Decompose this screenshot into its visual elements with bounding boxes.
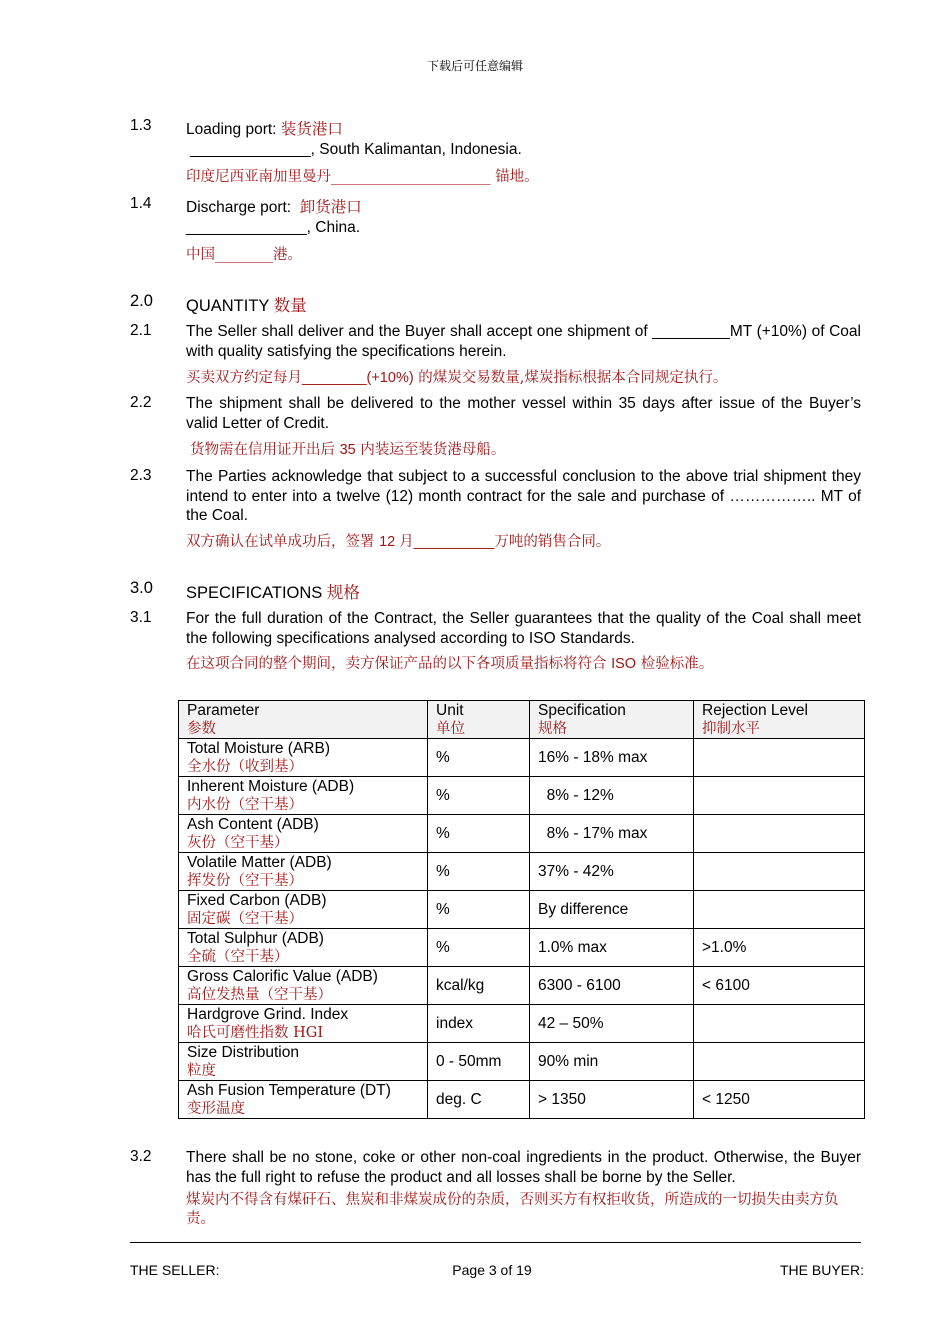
- loading-port-label-en: Loading port:: [186, 121, 277, 138]
- cn-text: 港。: [273, 247, 302, 263]
- specification-cell: 42 – 50%: [530, 1005, 694, 1043]
- specification-cell: 8% - 17% max: [530, 815, 694, 853]
- section-title-en: QUANTITY: [186, 297, 270, 315]
- section-title-cn: 规格: [326, 583, 360, 602]
- cn-text: 双方确认在试单成功后，签署: [186, 534, 380, 550]
- specification-cell: 16% - 18% max: [530, 739, 694, 777]
- clause-2-3-cn: [186, 530, 610, 551]
- cn-number: 35: [339, 442, 356, 458]
- unit-cell: %: [428, 777, 530, 815]
- parameter-cell: [179, 739, 428, 777]
- parameter-cn: 高位发热量（空干基）: [187, 986, 332, 1003]
- parameter-cell: [179, 929, 428, 967]
- table-row: [179, 929, 865, 967]
- discharge-port-line: ______________, China.: [186, 219, 361, 236]
- specification-cell: 1.0% max: [530, 929, 694, 967]
- table-row: [179, 967, 865, 1005]
- page-header: 下载后可任意编辑: [426, 59, 523, 73]
- parameter-cn: 全硫（空干基）: [187, 948, 289, 965]
- parameter-cell: [179, 777, 428, 815]
- unit-cell: %: [428, 853, 530, 891]
- section-title-quantity: [186, 292, 307, 316]
- header-en: Unit: [436, 701, 464, 719]
- unit-cell: kcal/kg: [428, 967, 530, 1005]
- parameter-cn: 灰份（空干基）: [187, 834, 289, 851]
- discharge-port-label: [186, 195, 362, 217]
- header-cn: 参数: [187, 720, 216, 737]
- parameter-cell: [179, 1081, 428, 1119]
- clause-number: 1.3: [130, 117, 152, 134]
- discharge-port-label-cn: 卸货港口: [299, 198, 362, 216]
- clause-2-2-cn: [190, 438, 505, 459]
- parameter-cell: [179, 815, 428, 853]
- parameter-en: Total Moisture (ARB): [187, 739, 330, 757]
- header-cell: [179, 701, 428, 739]
- discharge-port-cn: [186, 243, 302, 264]
- clause-number: 2.2: [130, 394, 152, 411]
- parameter-en: Inherent Moisture (ADB): [187, 777, 355, 795]
- unit-cell: index: [428, 1005, 530, 1043]
- rejection-level-cell: [694, 777, 865, 815]
- footer-seller: THE SELLER:: [130, 1262, 220, 1278]
- cn-text: ISO: [611, 656, 637, 672]
- table-header-row: [179, 701, 865, 739]
- cn-text: 锚地。: [490, 169, 539, 185]
- header-en: Parameter: [187, 701, 260, 719]
- header-cell: [428, 701, 530, 739]
- parameter-en: Ash Fusion Temperature (DT): [187, 1081, 391, 1099]
- parameter-cell: [179, 891, 428, 929]
- loading-port-label: [186, 117, 343, 139]
- footer-divider: [130, 1242, 861, 1243]
- table-row: [179, 1005, 865, 1043]
- specification-cell: 90% min: [530, 1043, 694, 1081]
- cn-text: 在这项合同的整个期间，卖方保证产品的以下各项质量指标将符合: [186, 656, 612, 672]
- section-number: 3.0: [130, 579, 153, 597]
- header-en: Rejection Level: [702, 701, 808, 719]
- rejection-level-cell: [694, 853, 865, 891]
- parameter-en: Volatile Matter (ADB): [187, 853, 332, 871]
- clause-3-1-text: For the full duration of the Contract, the Seller guarantees that the quality of the Coal shall meet the following specifications analysed according to ISO Standards.: [186, 610, 861, 647]
- clause-3-1-cn: [186, 652, 713, 673]
- parameter-cn: 挥发份（空干基）: [187, 872, 303, 889]
- parameter-cn: 粒度: [187, 1062, 216, 1079]
- parameter-en: Size Distribution: [187, 1043, 299, 1061]
- parameter-cn: 哈氏可磨性指数 HGI: [187, 1024, 324, 1041]
- specification-cell: By difference: [530, 891, 694, 929]
- rejection-level-cell: [694, 1043, 865, 1081]
- clause-number: 3.2: [130, 1148, 152, 1165]
- section-number: 2.0: [130, 292, 153, 310]
- cn-text: 检验标准。: [636, 656, 714, 672]
- clause-2-1-text: The Seller shall deliver and the Buyer shall accept one shipment of _________MT (+10%) of Coal with quality satisfying the specifications herein.: [186, 323, 861, 360]
- table-row: [179, 815, 865, 853]
- discharge-port-label-en: Discharge port:: [186, 199, 292, 216]
- parameter-cell: [179, 1005, 428, 1043]
- clause-3-2-cn: 煤炭内不得含有煤矸石、焦炭和非煤炭成份的杂质，否则买方有权拒收货，所造成的一切损失由卖方负责。: [186, 1192, 839, 1227]
- parameter-cell: [179, 853, 428, 891]
- specification-cell: 8% - 12%: [530, 777, 694, 815]
- table-row: [179, 853, 865, 891]
- cn-text: 内装运至装货港母船。: [355, 442, 506, 458]
- loading-port-cn: [186, 165, 539, 186]
- clause-number: 3.1: [130, 609, 152, 626]
- rejection-level-cell: < 6100: [694, 967, 865, 1005]
- clause-2-1-cn: [186, 366, 727, 387]
- clause-number: 2.3: [130, 467, 152, 484]
- loading-port-line: ______________, South Kalimantan, Indonesia.: [190, 141, 522, 158]
- rejection-level-cell: [694, 891, 865, 929]
- clause-2-2-text: The shipment shall be delivered to the mother vessel within 35 days after issue of the Buyer’s valid Letter of Credit.: [186, 395, 861, 432]
- specification-cell: 6300 - 6100: [530, 967, 694, 1005]
- table-row: [179, 891, 865, 929]
- cn-text: 万吨的销售合同。: [494, 534, 611, 550]
- blank-line: ________: [215, 247, 273, 263]
- specification-cell: > 1350: [530, 1081, 694, 1119]
- header-cell: [530, 701, 694, 739]
- cn-text: 买卖双方约定每月: [186, 370, 302, 386]
- parameter-cell: [179, 967, 428, 1005]
- footer-buyer: THE BUYER:: [779, 1262, 864, 1278]
- blank-line: ________(+10%): [302, 370, 414, 386]
- section-title-en: SPECIFICATIONS: [186, 584, 323, 602]
- footer-page-number: Page 3 of 19: [452, 1262, 532, 1278]
- header-cn: 单位: [436, 720, 465, 737]
- cn-text: 货物需在信用证开出后: [190, 442, 340, 458]
- clause-number: 1.4: [130, 195, 152, 212]
- table-row: [179, 739, 865, 777]
- unit-cell: %: [428, 929, 530, 967]
- blank-line: 12 月__________: [379, 534, 495, 550]
- parameter-cn: 固定碳（空干基）: [187, 910, 303, 927]
- unit-cell: %: [428, 815, 530, 853]
- rejection-level-cell: < 1250: [694, 1081, 865, 1119]
- cn-text: 中国: [186, 247, 215, 263]
- rejection-level-cell: >1.0%: [694, 929, 865, 967]
- parameter-cn: 内水份（空干基）: [187, 796, 303, 813]
- unit-cell: 0 - 50mm: [428, 1043, 530, 1081]
- specification-cell: 37% - 42%: [530, 853, 694, 891]
- header-cn: 规格: [538, 720, 567, 737]
- parameter-cn: 全水份（收到基）: [187, 758, 303, 775]
- clause-3-2-text: There shall be no stone, coke or other non-coal ingredients in the product. Otherwise, the Buyer has the full right to refuse the product and all losses shall be borne by the Seller.: [186, 1149, 861, 1186]
- specification-table: [178, 700, 865, 1119]
- parameter-en: Gross Calorific Value (ADB): [187, 967, 378, 985]
- parameter-en: Ash Content (ADB): [187, 815, 319, 833]
- blank-line: ______________________: [331, 169, 491, 185]
- clause-number: 2.1: [130, 322, 152, 339]
- clause-2-3-text: The Parties acknowledge that subject to a successful conclusion to the above trial shipment they intend to enter into a twelve (12) month contract for the sale and purchase of …………….. MT of the Coal.: [186, 468, 861, 524]
- rejection-level-cell: [694, 739, 865, 777]
- cn-text: 的煤炭交易数量,煤炭指标根据本合同规定执行。: [413, 370, 728, 386]
- rejection-level-cell: [694, 1005, 865, 1043]
- section-title-specifications: [186, 579, 360, 603]
- header-cn: 抑制水平: [702, 720, 760, 737]
- table-row: [179, 1081, 865, 1119]
- unit-cell: %: [428, 739, 530, 777]
- header-cell: [694, 701, 865, 739]
- loading-port-label-cn: 装货港口: [280, 120, 343, 138]
- unit-cell: deg. C: [428, 1081, 530, 1119]
- parameter-en: Hardgrove Grind. Index: [187, 1005, 349, 1023]
- rejection-level-cell: [694, 815, 865, 853]
- parameter-en: Total Sulphur (ADB): [187, 929, 324, 947]
- parameter-en: Fixed Carbon (ADB): [187, 891, 327, 909]
- parameter-cell: [179, 1043, 428, 1081]
- parameter-cn: 变形温度: [187, 1100, 245, 1117]
- unit-cell: %: [428, 891, 530, 929]
- header-en: Specification: [538, 701, 626, 719]
- table-row: [179, 777, 865, 815]
- section-title-cn: 数量: [273, 296, 307, 315]
- cn-text: 印度尼西亚南加里曼丹: [186, 169, 331, 185]
- table-row: [179, 1043, 865, 1081]
